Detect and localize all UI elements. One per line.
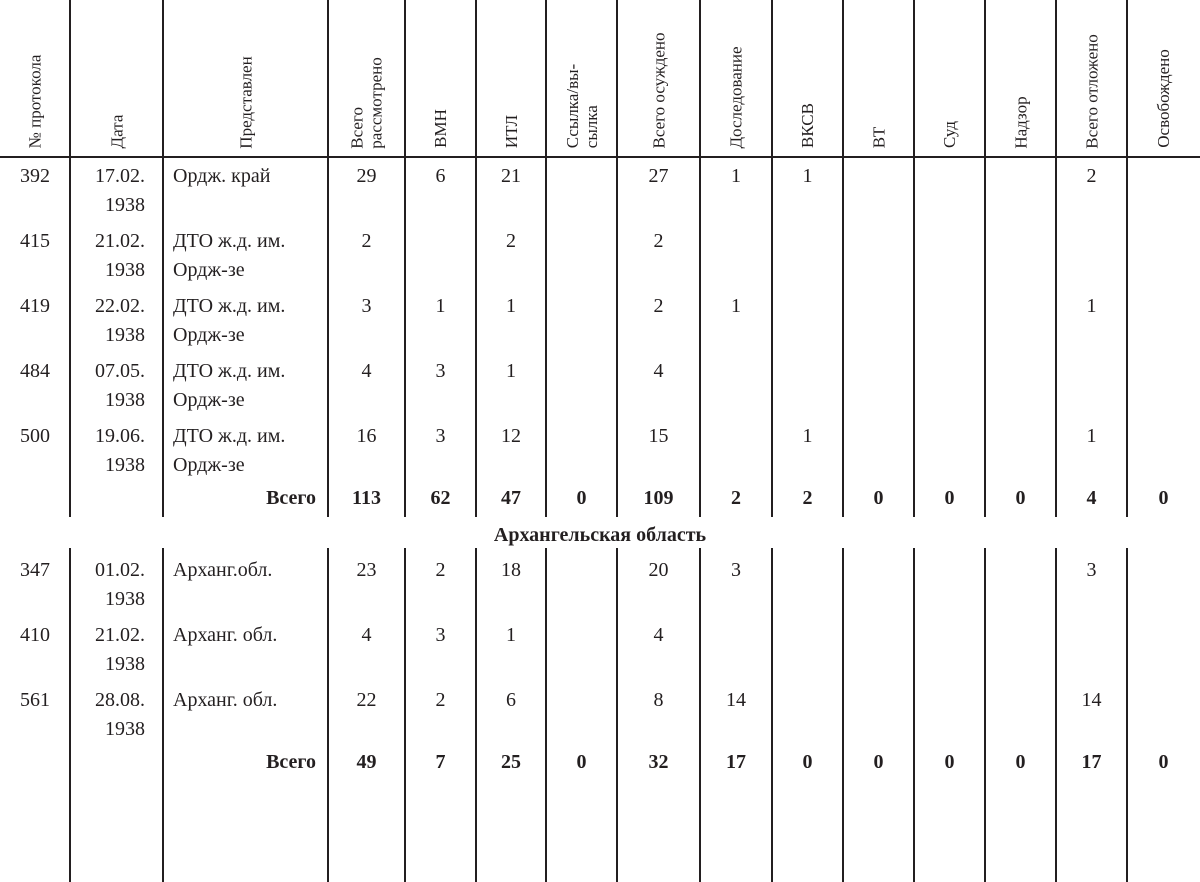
column-rule bbox=[162, 548, 164, 882]
total-value-vksv: 0 bbox=[802, 751, 813, 773]
column-header-submitted_by bbox=[236, 56, 255, 148]
total-value-court: 0 bbox=[944, 487, 955, 509]
column-header-date bbox=[107, 114, 126, 148]
column-header-itl bbox=[502, 115, 521, 148]
column-rule bbox=[984, 548, 986, 882]
column-header-supervision bbox=[1011, 96, 1030, 148]
value-cell-itl: 2 bbox=[506, 230, 516, 252]
value-cell-total_reviewed: 22 bbox=[356, 689, 377, 711]
value-cell-vmn: 3 bbox=[435, 425, 446, 447]
column-rule bbox=[1126, 548, 1128, 882]
column-header-line: ВТ bbox=[868, 126, 888, 148]
protocol-number: 415 bbox=[20, 230, 50, 252]
total-value-reinvestigation: 2 bbox=[731, 487, 741, 509]
submitted-by-cell: ДТО ж.д. им. bbox=[173, 230, 286, 252]
column-header-line: Доследование bbox=[726, 45, 746, 149]
total-value-exile: 0 bbox=[576, 751, 587, 773]
total-value-court: 0 bbox=[944, 751, 955, 773]
value-cell-total_reviewed: 2 bbox=[361, 230, 372, 252]
total-value-vmn: 7 bbox=[435, 751, 446, 773]
protocol-number: 561 bbox=[20, 689, 50, 711]
value-cell-total_postponed: 14 bbox=[1081, 689, 1102, 711]
column-rule bbox=[404, 548, 406, 882]
value-cell-vmn: 2 bbox=[435, 689, 446, 711]
value-cell-vksv: 1 bbox=[802, 425, 813, 447]
column-header-line: Всего отложено bbox=[1082, 33, 1102, 149]
protocol-number: 392 bbox=[20, 165, 50, 187]
value-cell-total_convicted: 2 bbox=[653, 295, 664, 317]
value-cell-vksv: 1 bbox=[802, 165, 813, 187]
date-cell: 1938 bbox=[105, 194, 145, 216]
total-value-vt: 0 bbox=[873, 487, 884, 509]
value-cell-total_reviewed: 23 bbox=[356, 559, 377, 581]
value-cell-vmn: 6 bbox=[435, 165, 446, 187]
column-header-line: Ссылка/вы- bbox=[562, 63, 582, 149]
total-value-total_postponed: 4 bbox=[1086, 487, 1097, 509]
date-cell: 1938 bbox=[105, 259, 145, 281]
submitted-by-cell: Ордж-зе bbox=[173, 389, 245, 411]
date-cell: 21.02. bbox=[95, 624, 145, 646]
value-cell-total_convicted: 4 bbox=[653, 360, 664, 382]
section-title: Архангельская область bbox=[493, 524, 707, 546]
column-rule bbox=[1055, 548, 1057, 882]
value-cell-reinvestigation: 1 bbox=[731, 165, 741, 187]
value-cell-total_postponed: 1 bbox=[1086, 425, 1097, 447]
total-value-supervision: 0 bbox=[1015, 487, 1026, 509]
submitted-by-cell: Арханг.обл. bbox=[173, 559, 273, 581]
total-value-total_convicted: 109 bbox=[643, 487, 674, 509]
total-value-reinvestigation: 17 bbox=[726, 751, 746, 773]
column-rule bbox=[913, 548, 915, 882]
total-value-vt: 0 bbox=[873, 751, 884, 773]
date-cell: 1938 bbox=[105, 454, 145, 476]
date-cell: 19.06. bbox=[95, 425, 145, 447]
value-cell-total_convicted: 2 bbox=[653, 230, 664, 252]
column-header-line: Представлен bbox=[236, 55, 256, 149]
column-header-total_reviewed bbox=[348, 57, 386, 148]
value-cell-itl: 1 bbox=[506, 624, 516, 646]
column-header-vt bbox=[869, 126, 888, 148]
submitted-by-cell: Арханг. обл. bbox=[173, 689, 278, 711]
submitted-by-cell: ДТО ж.д. им. bbox=[173, 360, 286, 382]
column-rule bbox=[616, 548, 618, 882]
protocol-number: 347 bbox=[20, 559, 50, 581]
total-value-released: 0 bbox=[1158, 487, 1169, 509]
value-cell-total_reviewed: 4 bbox=[361, 360, 372, 382]
submitted-by-cell: Ордж-зе bbox=[173, 259, 245, 281]
column-header-released bbox=[1154, 49, 1173, 148]
value-cell-vmn: 1 bbox=[435, 295, 446, 317]
date-cell: 17.02. bbox=[95, 165, 145, 187]
date-cell: 01.02. bbox=[95, 559, 145, 581]
total-value-itl: 25 bbox=[501, 751, 521, 773]
header-rule bbox=[0, 156, 1200, 158]
column-header-total_convicted bbox=[649, 32, 668, 148]
protocol-number: 419 bbox=[20, 295, 50, 317]
column-rule bbox=[162, 0, 164, 517]
column-header-reinvestigation bbox=[727, 46, 746, 148]
date-cell: 1938 bbox=[105, 718, 145, 740]
value-cell-total_reviewed: 3 bbox=[361, 295, 372, 317]
column-rule bbox=[545, 548, 547, 882]
submitted-by-cell: Арханг. обл. bbox=[173, 624, 278, 646]
column-rule bbox=[842, 548, 844, 882]
value-cell-itl: 1 bbox=[506, 295, 516, 317]
value-cell-total_convicted: 15 bbox=[648, 425, 669, 447]
column-header-vksv bbox=[798, 103, 817, 148]
date-cell: 22.02. bbox=[95, 295, 145, 317]
date-cell: 28.08. bbox=[95, 689, 145, 711]
column-header-line: Надзор bbox=[1011, 95, 1031, 149]
column-header-line: Всего осуждено bbox=[649, 32, 668, 148]
date-cell: 1938 bbox=[105, 588, 145, 610]
total-value-supervision: 0 bbox=[1015, 751, 1026, 773]
total-value-vksv: 2 bbox=[802, 487, 813, 509]
column-rule bbox=[913, 0, 915, 517]
value-cell-reinvestigation: 3 bbox=[731, 559, 741, 581]
date-cell: 1938 bbox=[105, 324, 145, 346]
total-value-released: 0 bbox=[1158, 751, 1169, 773]
date-cell: 21.02. bbox=[95, 230, 145, 252]
value-cell-total_postponed: 1 bbox=[1086, 295, 1097, 317]
value-cell-vmn: 2 bbox=[435, 559, 446, 581]
column-header-court bbox=[940, 121, 959, 148]
value-cell-vmn: 3 bbox=[435, 624, 446, 646]
column-rule bbox=[984, 0, 986, 517]
protocol-number: 500 bbox=[20, 425, 50, 447]
column-rule bbox=[699, 548, 701, 882]
value-cell-total_convicted: 8 bbox=[653, 689, 664, 711]
value-cell-total_convicted: 27 bbox=[648, 165, 669, 187]
total-value-vmn: 62 bbox=[430, 487, 451, 509]
value-cell-total_convicted: 4 bbox=[653, 624, 664, 646]
submitted-by-cell: ДТО ж.д. им. bbox=[173, 295, 286, 317]
column-header-line: Всего bbox=[347, 106, 367, 149]
column-header-line: ВМН bbox=[430, 109, 450, 148]
value-cell-total_postponed: 3 bbox=[1086, 559, 1097, 581]
protocol-number: 484 bbox=[20, 360, 50, 382]
column-header-line: Дата bbox=[106, 114, 126, 148]
column-header-line: Освобождено bbox=[1153, 49, 1173, 148]
total-value-total_convicted: 32 bbox=[648, 751, 669, 773]
column-header-line: рассмотрено bbox=[366, 56, 386, 149]
column-header-total_postponed bbox=[1082, 34, 1101, 148]
value-cell-itl: 6 bbox=[506, 689, 516, 711]
date-cell: 07.05. bbox=[95, 360, 145, 382]
column-header-line: ВКСВ bbox=[797, 103, 817, 148]
submitted-by-cell: Ордж-зе bbox=[173, 324, 245, 346]
column-rule bbox=[475, 548, 477, 882]
protocol-number: 410 bbox=[20, 624, 50, 646]
total-value-total_reviewed: 49 bbox=[356, 751, 377, 773]
column-header-exile bbox=[563, 64, 601, 148]
submitted-by-cell: Ордж-зе bbox=[173, 454, 245, 476]
value-cell-itl: 1 bbox=[506, 360, 516, 382]
submitted-by-cell: ДТО ж.д. им. bbox=[173, 425, 286, 447]
column-header-line: ИТЛ bbox=[501, 114, 521, 149]
column-rule bbox=[771, 548, 773, 882]
total-value-total_postponed: 17 bbox=[1081, 751, 1102, 773]
value-cell-total_convicted: 20 bbox=[648, 559, 669, 581]
column-rule bbox=[327, 548, 329, 882]
date-cell: 1938 bbox=[105, 389, 145, 411]
value-cell-itl: 21 bbox=[501, 165, 521, 187]
value-cell-total_reviewed: 4 bbox=[361, 624, 372, 646]
date-cell: 1938 bbox=[105, 653, 145, 675]
column-header-line: № протокола bbox=[25, 54, 45, 148]
value-cell-itl: 18 bbox=[501, 559, 521, 581]
value-cell-total_reviewed: 29 bbox=[356, 165, 377, 187]
value-cell-reinvestigation: 1 bbox=[731, 295, 741, 317]
submitted-by-cell: Ордж. край bbox=[173, 165, 271, 187]
value-cell-vmn: 3 bbox=[435, 360, 446, 382]
total-value-total_reviewed: 113 bbox=[352, 487, 381, 509]
value-cell-total_postponed: 2 bbox=[1086, 165, 1097, 187]
column-header-vmn bbox=[431, 109, 450, 148]
total-value-itl: 47 bbox=[501, 487, 521, 509]
column-header-line: Суд bbox=[940, 121, 959, 148]
value-cell-total_reviewed: 16 bbox=[356, 425, 377, 447]
column-header-protocol bbox=[25, 54, 44, 148]
total-label: Всего bbox=[266, 487, 316, 509]
column-header-line: сылка bbox=[581, 105, 601, 149]
total-value-exile: 0 bbox=[576, 487, 587, 509]
value-cell-itl: 12 bbox=[501, 425, 521, 447]
value-cell-reinvestigation: 14 bbox=[726, 689, 746, 711]
total-label: Всего bbox=[266, 751, 316, 773]
